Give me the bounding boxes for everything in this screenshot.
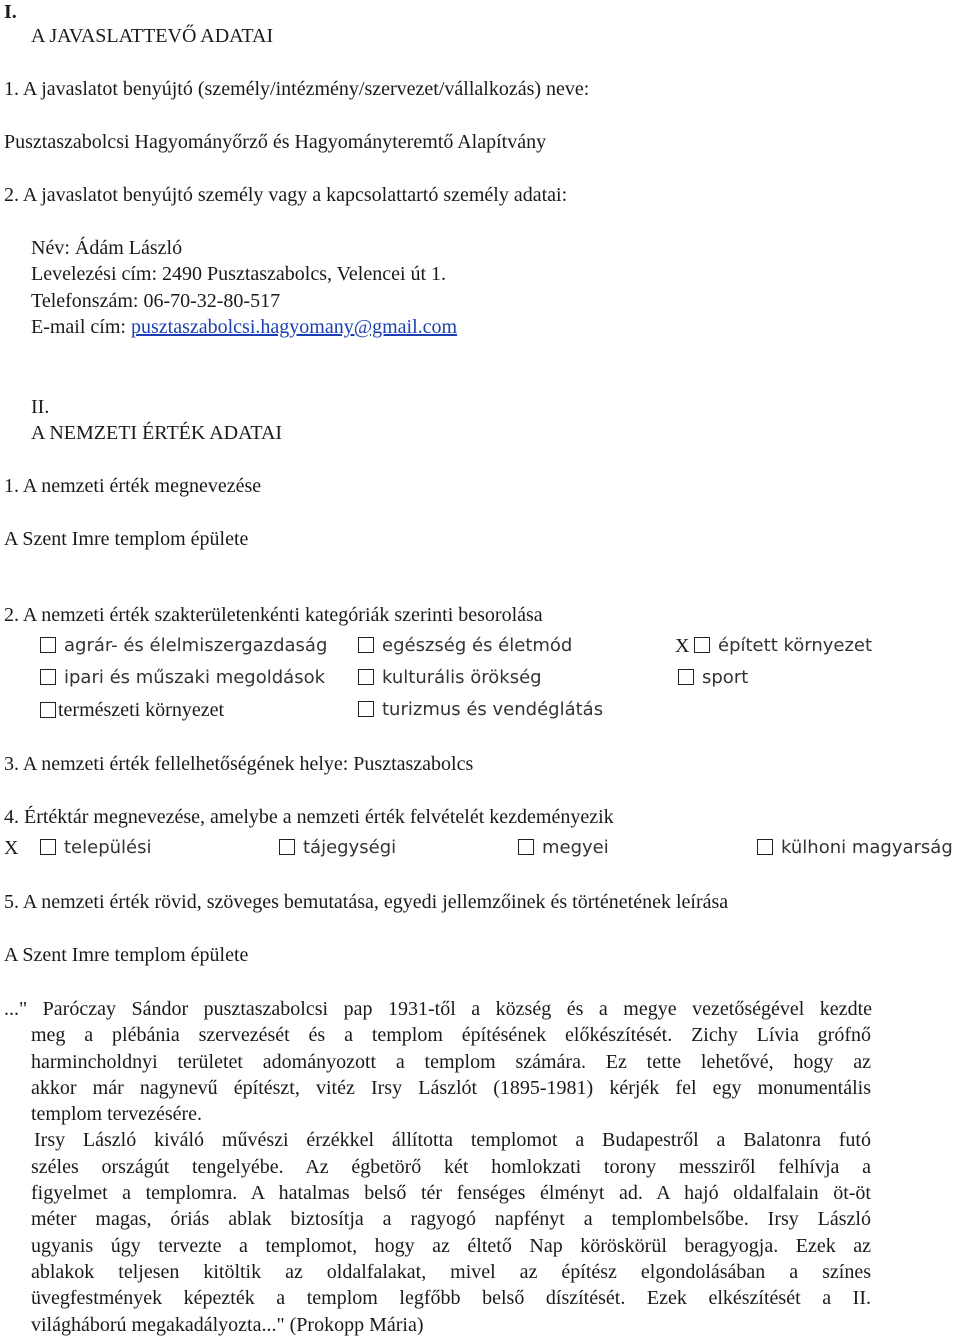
question-location: 3. A nemzeti érték fellelhetőségének helye: Pusztaszabolcs: [4, 753, 474, 775]
category-natural-environment-checkbox[interactable]: természeti környezet: [40, 698, 224, 722]
section-2-number: II.: [31, 396, 50, 418]
answer-submitter-name: Pusztaszabolcsi Hagyományőrző és Hagyományteremtő Alapítvány: [4, 131, 547, 153]
description-line: ablakok teljesen kitöltik az oldalfalakat, mivel az építész elgondolásában a színes: [31, 1260, 871, 1283]
description-title: A Szent Imre templom épülete: [4, 944, 249, 966]
description-line: világháború megakadályozta..." (Prokopp Mária): [31, 1313, 424, 1336]
section-2-title: A NEMZETI ÉRTÉK ADATAI: [31, 422, 283, 444]
checkbox-empty-icon: [757, 839, 773, 855]
checkbox-empty-icon: [358, 637, 374, 653]
description-line: templom tervezésére.: [31, 1103, 203, 1126]
repository-checked-mark: X: [4, 837, 19, 859]
checkbox-empty-icon: [40, 702, 56, 718]
description-line: ugyanis úgy tervezte a templomot, hogy az éltető Nap köröskörül beragyogja. Ezek az: [31, 1234, 871, 1257]
checkbox-empty-icon: [279, 839, 295, 855]
repository-diaspora-checkbox[interactable]: külhoni magyarság: [757, 836, 953, 860]
repository-local-checkbox[interactable]: települési: [40, 836, 152, 860]
description-paragraph: [4, 996, 872, 1022]
category-tourism-checkbox[interactable]: turizmus és vendéglátás: [358, 698, 603, 722]
description-paragraph-body: [31, 1022, 871, 1338]
answer-value-name: A Szent Imre templom épülete: [4, 528, 249, 550]
section-1-number: I.: [4, 1, 17, 23]
description-line: akkor már nagynevű építészt, vitéz Irsy Lászlót (1895-1981) kérjék fel egy monumentális: [31, 1076, 871, 1099]
description-line: ..." Paróczay Sándor pusztaszabolcsi pap 1931-től a község és a megye vezetőségével kezdte: [4, 998, 872, 1020]
question-submitter-name: 1. A javaslatot benyújtó (személy/intézmény/szervezet/vállalkozás) neve:: [4, 78, 590, 100]
contact-email-row: [31, 315, 457, 339]
question-description: 5. A nemzeti érték rövid, szöveges bemutatása, egyedi jellemzőinek és történetének leírása: [4, 891, 729, 913]
contact-phone: Telefonszám: 06-70-32-80-517: [31, 290, 281, 312]
description-line: meg a plébánia szervezését és a templom építésének előkészítését. Zichy Lívia grófnő: [31, 1024, 871, 1047]
question-category: 2. A nemzeti érték szakterületenkénti kategóriák szerinti besorolása: [4, 604, 543, 626]
checkbox-empty-icon: [358, 701, 374, 717]
checkbox-empty-icon: [678, 669, 694, 685]
category-built-environment-checkbox[interactable]: épített környezet: [694, 634, 872, 658]
category-checked-mark: X: [675, 635, 690, 657]
repository-regional-checkbox[interactable]: tájegységi: [279, 836, 396, 860]
category-sport-checkbox[interactable]: sport: [678, 666, 748, 690]
checkbox-empty-icon: [40, 669, 56, 685]
checkbox-empty-icon: [358, 669, 374, 685]
question-value-name: 1. A nemzeti érték megnevezése: [4, 475, 262, 497]
checkbox-empty-icon: [40, 839, 56, 855]
question-repository: 4. Értéktár megnevezése, amelybe a nemzeti érték felvételét kezdeményezik: [4, 806, 614, 828]
description-line: Irsy László kiváló művészi érzékkel állította templomot a Budapestről a Balatonra futó: [34, 1129, 871, 1152]
category-cultural-heritage-checkbox[interactable]: kulturális örökség: [358, 666, 542, 690]
description-line: harmincholdnyi területet adományozott a templom számára. Ez tette lehetővé, hogy az: [31, 1050, 871, 1073]
category-agriculture-checkbox[interactable]: agrár- és élelmiszergazdaság: [40, 634, 327, 658]
category-health-checkbox[interactable]: egészség és életmód: [358, 634, 572, 658]
contact-email-label: E-mail cím:: [31, 316, 131, 338]
description-line: üvegfestmények képezték a templom legfőbb belső díszítését. Ezek elkészítését a II.: [31, 1287, 871, 1310]
description-line: méter magas, óriás ablak biztosítja a ragyogó napfényt a templombelsőbe. Irsy László: [31, 1208, 871, 1231]
checkbox-empty-icon: [40, 637, 56, 653]
contact-name: Név: Ádám László: [31, 237, 183, 259]
contact-email-link[interactable]: pusztaszabolcsi.hagyomany@gmail.com: [130, 316, 458, 338]
contact-address: Levelezési cím: 2490 Pusztaszabolcs, Velencei út 1.: [31, 263, 447, 285]
description-line: széles országút tengelyébe. Az égbetörő két homlokzati torony messziről felhívja a: [31, 1155, 871, 1178]
category-industrial-checkbox[interactable]: ipari és műszaki megoldások: [40, 666, 325, 690]
section-1-title: A JAVASLATTEVŐ ADATAI: [31, 25, 274, 47]
repository-county-checkbox[interactable]: megyei: [518, 836, 609, 860]
checkbox-empty-icon: [694, 637, 710, 653]
description-line: figyelmet a templomra. A hatalmas belső tér fenséges élményt ad. A hajó oldalfalain öt-öt: [31, 1182, 871, 1205]
question-contact-details: 2. A javaslatot benyújtó személy vagy a kapcsolattartó személy adatai:: [4, 184, 568, 206]
checkbox-empty-icon: [518, 839, 534, 855]
